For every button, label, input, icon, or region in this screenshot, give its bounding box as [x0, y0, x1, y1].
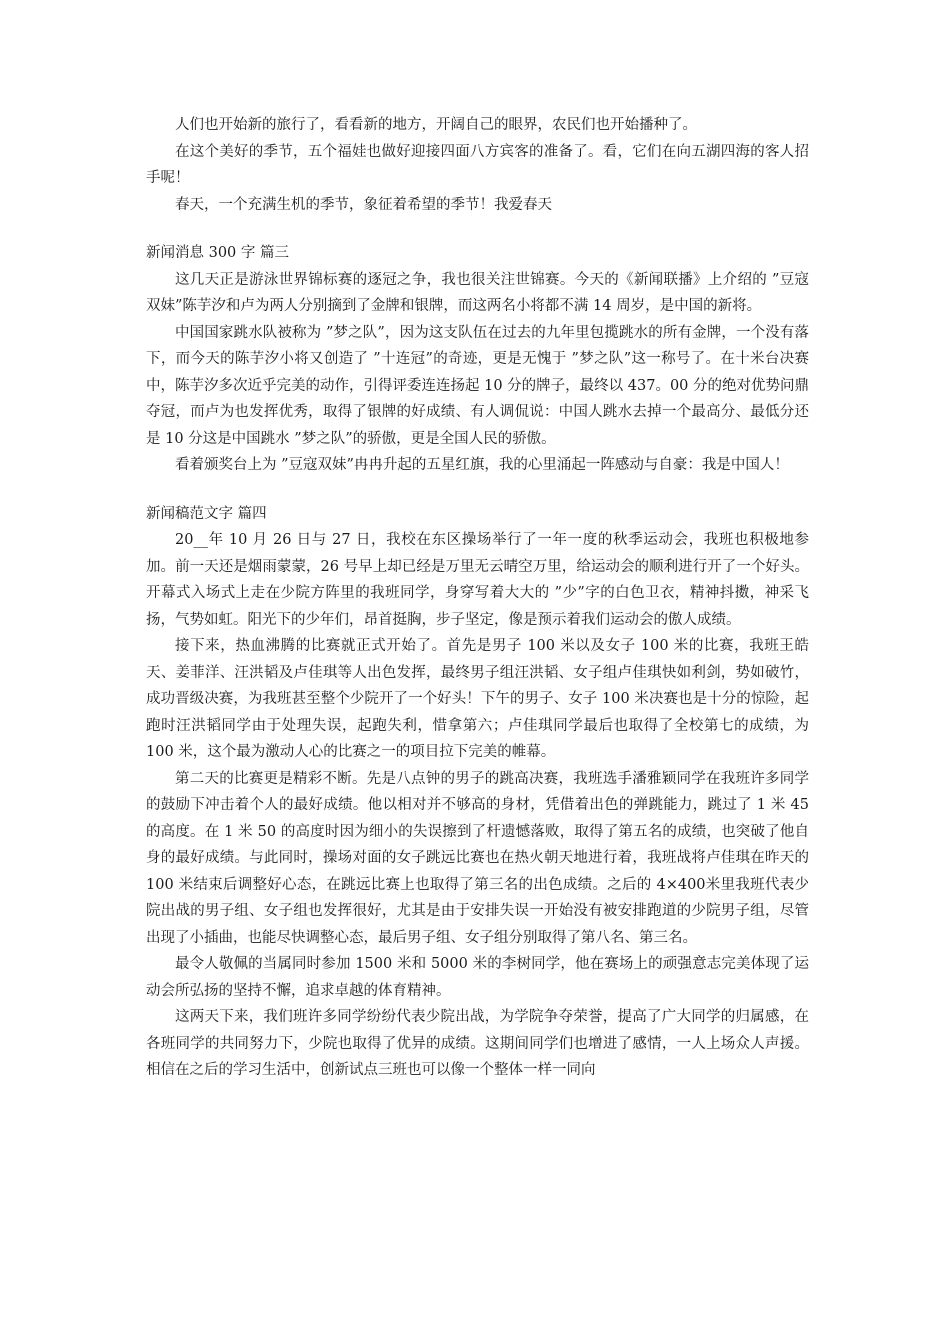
paragraph: 中国国家跳水队被称为 ”梦之队”，因为这支队伍在过去的九年里包揽跳水的所有金牌，一个没有落下，而今天的陈芋汐小将又创造了 ”十连冠”的奇迹，更是无愧于 ”梦之队”这一称号了。在十米台决赛中，陈芋汐多次近乎完美的动作，引得评委连连扬起 10 分的牌子，最终以 437。00 分的绝对优势问鼎夺冠，而卢为也发挥优秀，取得了银牌的好成绩、有人调侃说：中国人跳水去掉一个最高分、最低分还是 10 分这是中国跳水 ”梦之队”的骄傲，更是全国人民的骄傲。 — [146, 324, 810, 447]
paragraph: 这两天下来，我们班许多同学纷纷代表少院出战，为学院争夺荣誉，提高了广大同学的归属感，在各班同学的共同努力下，少院也取得了优异的成绩。这期间同学们也增进了感情，一人上场众人声援。相信在之后的学习生活中，创新试点三班也可以像一个整体一样一同向 — [146, 1009, 809, 1078]
paragraph: 春天，一个充满生机的季节，象征着希望的季节！我爱春天 — [175, 196, 552, 213]
paragraph: 20__年 10 月 26 日与 27 日，我校在东区操场举行了一年一度的秋季运动会，我班也积极地参加。前一天还是烟雨蒙蒙，26 号早上却已经是万里无云晴空万里，给运动会的顺利进行开了一个好头。开幕式入场式上走在少院方阵里的我班同学，身穿写着大大的 ”少”字的白色卫衣，精神抖擞，神采飞扬，气势如虹。阳光下的少年们，昂首挺胸，步子坚定，像是预示着我们运动会的傲人成绩。 — [146, 532, 809, 628]
section-article-4 — [146, 501, 809, 1084]
section-heading: 新闻消息 300 字 篇三 — [146, 245, 290, 261]
paragraph: 人们也开始新的旅行了，看看新的地方，开阔自己的眼界，农民们也开始播种了。 — [175, 117, 697, 133]
section-intro — [146, 112, 809, 218]
paragraph: 第二天的比赛更是精彩不断。先是八点钟的男子的跳高决赛，我班选手潘雅颖同学在我班许多同学的鼓励下冲击着个人的最好成绩。他以相对并不够高的身材，凭借着出色的弹跳能力，跳过了 1 米 45 的高度。在 1 米 50 的高度时因为细小的失误擦到了杆遗憾落败，取得了第五名的成绩，也突破了他自身的最好成绩。与此同时，操场对面的女子跳远比赛也在热火朝天地进行着，我班战将卢佳琪在昨天的 100 米结束后调整好心态，在跳远比赛上也取得了第三名的出色成绩。之后的 4×400米里我班代表少院出战的男子组、女子组也发挥很好，尤其是由于安排失误一开始没有被安排跑道的少院男子组，尽管出现了小插曲，也能尽快调整心态，最后男子组、女子组分别取得了第八名、第三名。 — [146, 770, 809, 946]
paragraph: 接下来，热血沸腾的比赛就正式开始了。首先是男子 100 米以及女子 100 米的比赛，我班王皓天、姜菲洋、汪洪韬及卢佳琪等人出色发挥，最终男子组汪洪韬、女子组卢佳琪快如利剑，势如破竹，成功晋级决赛，为我班甚至整个少院开了一个好头！下午的男子、女子 100 米决赛也是十分的惊险，起跑时汪洪韬同学由于处理失误，起跑失利，惜拿第六；卢佳琪同学最后也取得了全校第七的成绩，为 100 米，这个最为激动人心的比赛之一的项目拉下完美的帷幕。 — [146, 638, 809, 760]
paragraph: 在这个美好的季节，五个福娃也做好迎接四面八方宾客的准备了。看，它们在向五湖四海的客人招手呢！ — [146, 143, 809, 186]
paragraph: 最令人敬佩的当属同时参加 1500 米和 5000 米的李树同学，他在赛场上的顽强意志完美体现了运动会所弘扬的坚持不懈，追求卓越的体育精神。 — [146, 956, 809, 999]
paragraph: 这几天正是游泳世界锦标赛的逐冠之争，我也很关注世锦赛。今天的《新闻联播》上介绍的 ”豆寇双妹”陈芋汐和卢为两人分别摘到了金牌和银牌，而这两名小将都不满 14 周岁，是中国的新将。 — [146, 271, 809, 314]
document-body — [146, 112, 809, 1084]
paragraph: 看着颁奖台上为 ”豆寇双妹”冉冉升起的五星红旗，我的心里涌起一阵感动与自豪：我是中国人！ — [175, 457, 789, 473]
section-article-3 — [146, 240, 809, 479]
section-heading: 新闻稿范文字 篇四 — [146, 505, 267, 522]
